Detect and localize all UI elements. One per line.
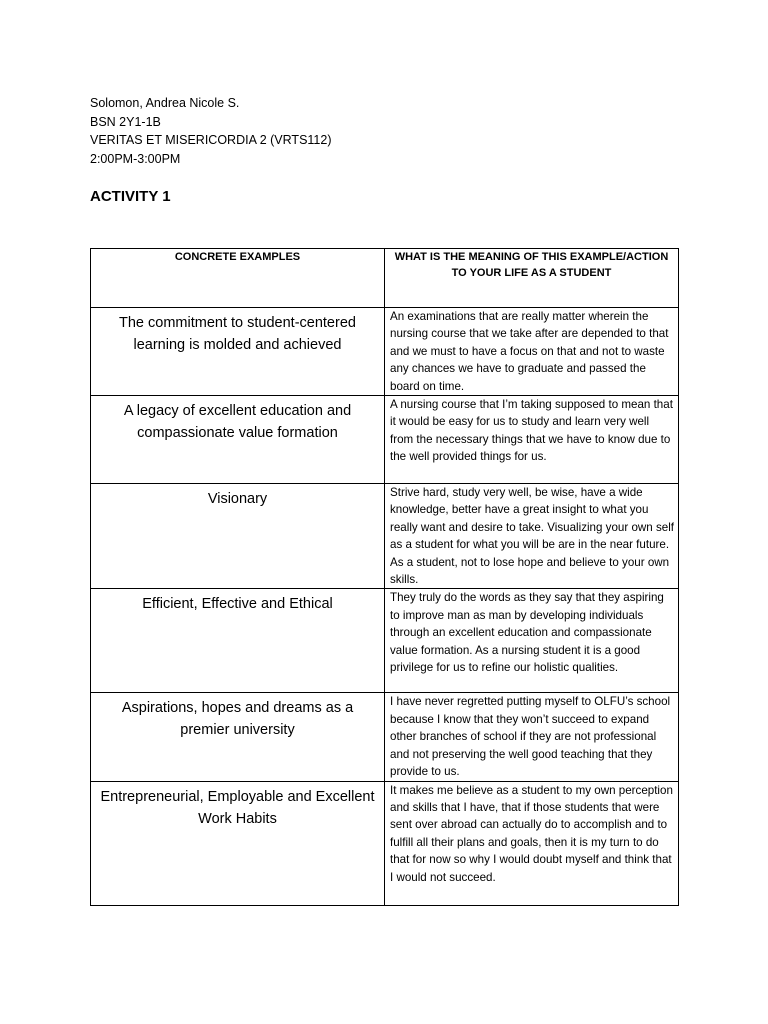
table-row <box>91 484 679 589</box>
class-time: 2:00PM-3:00PM <box>90 151 181 166</box>
example-text: A legacy of excellent education and compassionate value formation <box>123 403 352 442</box>
column-header-examples <box>91 249 385 308</box>
table-row <box>91 396 679 484</box>
meaning-cell <box>385 308 679 396</box>
table-row <box>91 589 679 693</box>
meaning-text: Strive hard, study very well, be wise, have a wide knowledge, better have a great insight to what you really want and desire to take. Visualizing your own self as a student for what you will be are in the near future. As a student, not to lose hope and believe to your own skills. <box>390 486 674 587</box>
example-text: The commitment to student-centered learning is molded and achieved <box>119 315 356 353</box>
example-cell <box>91 396 385 484</box>
table-row <box>91 308 679 396</box>
example-text: Entrepreneurial, Employable and Excellent Work Habits <box>100 788 375 827</box>
column-header-label: WHAT IS THE MEANING OF THIS EXAMPLE/ACTION TO YOUR LIFE AS A STUDENT <box>394 251 669 279</box>
example-cell <box>91 693 385 781</box>
example-cell <box>91 781 385 905</box>
course-title: VERITAS ET MISERICORDIA 2 (VRTS112) <box>90 133 332 147</box>
meaning-text: I have never regretted putting myself to OLFU’s school because I know that they won’t succeed to expand other branches of school if they are not professional and not preserving the well good teaching that they provide to us. <box>390 695 671 779</box>
meaning-text: It makes me believe as a student to my own perception and skills that I have, that if those students that were sent over abroad can actually do to accomplish and to fulfill all their plans and goals, then it is my turn to do that for now so why I would doubt myself and think that I would not succeed. <box>390 783 673 884</box>
example-cell <box>91 484 385 589</box>
column-header-meaning <box>385 249 679 308</box>
example-text: Efficient, Effective and Ethical <box>142 596 333 613</box>
student-info <box>90 94 332 168</box>
table-row <box>91 693 679 781</box>
examples-table <box>90 248 679 906</box>
activity-title: ACTIVITY 1 <box>90 188 171 205</box>
table-row <box>91 781 679 905</box>
table-header-row <box>91 249 679 308</box>
column-header-label: CONCRETE EXAMPLES <box>174 251 301 263</box>
example-text: Aspirations, hopes and dreams as a premier university <box>121 700 354 739</box>
meaning-cell <box>385 396 679 484</box>
example-cell <box>91 589 385 693</box>
meaning-text: An examinations that are really matter wherein the nursing course that we take after are depended to that and we must to have a focus on that and not to waste any chances we have to graduate and passed the board on time. <box>390 310 669 393</box>
meaning-text: They truly do the words as they say that they aspiring to improve man as man by developing individuals through an excellent education and compassionate value formation. As a nursing student it is a good privilege for us to refine our holistic qualities. <box>390 591 664 675</box>
meaning-text: A nursing course that I’m taking supposed to mean that it would be easy for us to study and learn very well from the necessary things that we have to know due to the well provided things for us. <box>390 398 673 464</box>
meaning-cell <box>385 693 679 781</box>
meaning-cell <box>385 589 679 693</box>
example-cell <box>91 308 385 396</box>
student-name: Solomon, Andrea Nicole S. <box>90 96 240 110</box>
meaning-cell <box>385 781 679 905</box>
student-section: BSN 2Y1-1B <box>90 114 161 129</box>
example-text: Visionary <box>207 491 268 508</box>
meaning-cell <box>385 484 679 589</box>
